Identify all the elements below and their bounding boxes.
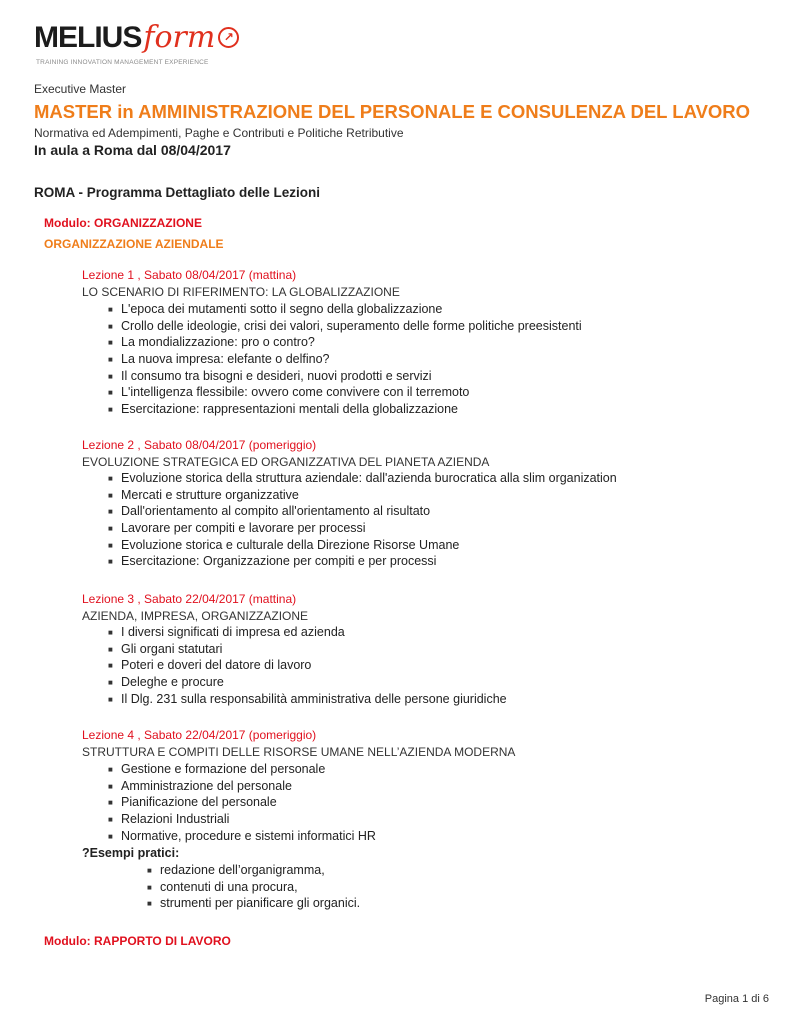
topic-item: ■ Lavorare per compiti e lavorare per processi (108, 520, 617, 537)
executive-master-label: Executive Master (34, 82, 127, 96)
topic-item: ■ Gli organi statutari (108, 641, 507, 658)
topic-item: ■ Normative, procedure e sistemi informatici HR (108, 828, 376, 845)
examples-list (147, 862, 360, 912)
lesson-topic-list (108, 301, 582, 418)
topic-item: ■ Evoluzione storica della struttura aziendale: dall'azienda burocratica alla slim organization (108, 470, 617, 487)
topic-item: ■ Relazioni Industriali (108, 811, 376, 828)
example-item: ■ contenuti di una procura, (147, 879, 360, 896)
topic-item: ■ Mercati e strutture organizzative (108, 487, 617, 504)
logo-brand-bold: MELIUS (34, 21, 142, 54)
example-item: ■ redazione dell’organigramma, (147, 862, 360, 879)
course-location-date: In aula a Roma dal 08/04/2017 (34, 142, 231, 158)
topic-item: ■ Dall'orientamento al compito all'orientamento al risultato (108, 503, 617, 520)
arrow-badge-icon: ↗ (218, 27, 239, 48)
logo-brand-script: form (143, 20, 216, 55)
topic-item: ■ Crollo delle ideologie, crisi dei valori, superamento delle forme politiche preesistenti (108, 318, 582, 335)
lesson-title: EVOLUZIONE STRATEGICA ED ORGANIZZATIVA DEL PIANETA AZIENDA (82, 455, 490, 469)
lesson-heading: Lezione 1 , Sabato 08/04/2017 (mattina) (82, 268, 297, 282)
lesson-heading: Lezione 3 , Sabato 22/04/2017 (mattina) (82, 592, 297, 606)
topic-item: ■ La mondializzazione: pro o contro? (108, 334, 582, 351)
example-item: ■ strumenti per pianificare gli organici. (147, 895, 360, 912)
page-subtitle: Normativa ed Adempimenti, Paghe e Contributi e Politiche Retributive (34, 126, 404, 140)
lesson-heading: Lezione 2 , Sabato 08/04/2017 (pomeriggio) (82, 438, 317, 452)
topic-item: ■ Evoluzione storica e culturale della Direzione Risorse Umane (108, 537, 617, 554)
lesson-title: STRUTTURA E COMPITI DELLE RISORSE UMANE NELL’AZIENDA MODERNA (82, 745, 516, 759)
examples-heading: ?Esempi pratici: (82, 846, 180, 860)
topic-item: ■ Deleghe e procure (108, 674, 507, 691)
module-heading: Modulo: RAPPORTO DI LAVORO (44, 934, 231, 948)
area-heading: ORGANIZZAZIONE AZIENDALE (44, 237, 224, 251)
lesson-title: AZIENDA, IMPRESA, ORGANIZZAZIONE (82, 609, 309, 623)
lesson-topic-list (108, 624, 507, 707)
topic-item: ■ L'epoca dei mutamenti sotto il segno della globalizzazione (108, 301, 582, 318)
module-heading: Modulo: ORGANIZZAZIONE (44, 216, 202, 230)
lesson-heading: Lezione 4 , Sabato 22/04/2017 (pomeriggio) (82, 728, 317, 742)
topic-item: ■ I diversi significati di impresa ed azienda (108, 624, 507, 641)
topic-item: ■ Pianificazione del personale (108, 794, 376, 811)
page-number: Pagina 1 di 6 (704, 993, 769, 1005)
topic-item: ■ La nuova impresa: elefante o delfino? (108, 351, 582, 368)
lesson-topic-list (108, 761, 376, 844)
logo-tagline: TRAINING INNOVATION MANAGEMENT EXPERIENCE (36, 59, 209, 66)
topic-item: ■ Il Dlg. 231 sulla responsabilità amministrativa delle persone giuridiche (108, 691, 507, 708)
lesson-title: LO SCENARIO DI RIFERIMENTO: LA GLOBALIZZAZIONE (82, 285, 400, 299)
topic-item: ■ L'intelligenza flessibile: ovvero come convivere con il terremoto (108, 384, 582, 401)
meliusform-logo (34, 16, 234, 72)
topic-item: ■ Esercitazione: Organizzazione per compiti e per processi (108, 553, 617, 570)
topic-item: ■ Il consumo tra bisogni e desideri, nuovi prodotti e servizi (108, 368, 582, 385)
topic-item: ■ Poteri e doveri del datore di lavoro (108, 657, 507, 674)
topic-item: ■ Gestione e formazione del personale (108, 761, 376, 778)
section-heading: ROMA - Programma Dettagliato delle Lezioni (34, 185, 321, 200)
lesson-topic-list (108, 470, 617, 570)
topic-item: ■ Esercitazione: rappresentazioni mentali della globalizzazione (108, 401, 582, 418)
page-title: MASTER in AMMINISTRAZIONE DEL PERSONALE E CONSULENZA DEL LAVORO (34, 101, 751, 122)
topic-item: ■ Amministrazione del personale (108, 778, 376, 795)
